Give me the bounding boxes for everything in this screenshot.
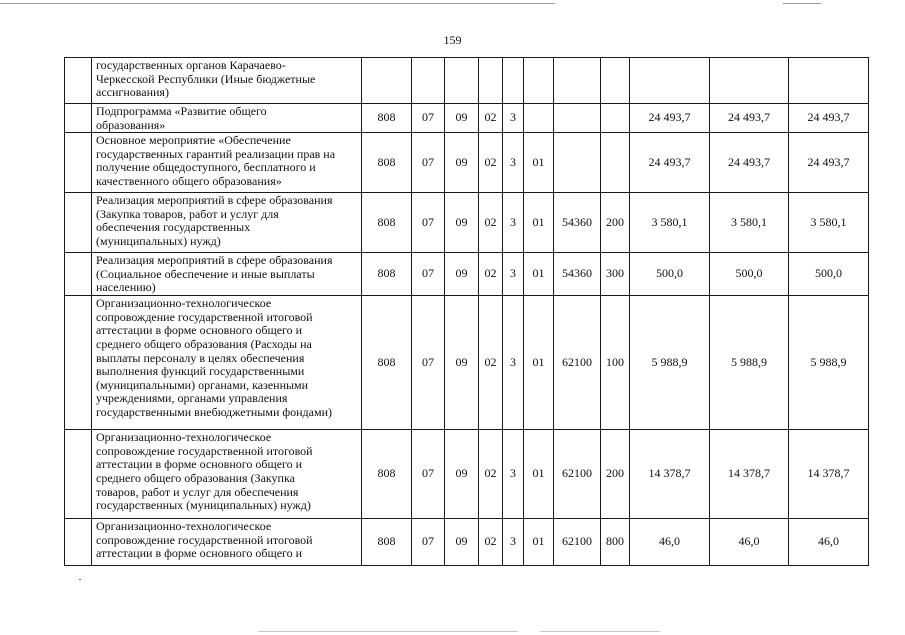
row-index-cell bbox=[65, 104, 92, 133]
row-index-cell bbox=[65, 133, 92, 193]
subsection-code: 09 bbox=[445, 519, 479, 566]
section-code: 07 bbox=[412, 519, 445, 566]
item-description bbox=[92, 193, 362, 253]
amount-2020: 46,0 bbox=[710, 519, 789, 566]
description-line: Основное мероприятие «Обеспечение bbox=[96, 133, 291, 148]
direction-code: 62100 bbox=[554, 519, 601, 566]
table-row bbox=[65, 58, 869, 104]
description-line: ассигнования) bbox=[96, 85, 169, 100]
item-description bbox=[92, 519, 362, 566]
table-row bbox=[65, 193, 869, 253]
row-index-cell bbox=[65, 58, 92, 104]
event-code: 01 bbox=[524, 253, 554, 296]
subprogram-code: 3 bbox=[503, 253, 524, 296]
description-line: среднего общего образования (Расходы на bbox=[96, 336, 312, 351]
description-line: выполнения функций государственными bbox=[96, 364, 305, 379]
subprogram-code: 3 bbox=[503, 430, 524, 519]
section-code: 07 bbox=[412, 133, 445, 193]
page-number: 159 bbox=[443, 33, 462, 47]
amount-2019: 24 493,7 bbox=[630, 133, 710, 193]
amount-2021: 5 988,9 bbox=[789, 296, 869, 430]
expense-type-code: 100 bbox=[601, 296, 630, 430]
scan-edge-line-right bbox=[783, 3, 821, 4]
program-code: 02 bbox=[479, 133, 503, 193]
amount-2019 bbox=[630, 58, 710, 104]
description-line: Реализация мероприятий в сфере образования bbox=[96, 193, 333, 208]
description-line: государственных органов Карачаево- bbox=[96, 58, 286, 72]
program-code: 02 bbox=[479, 253, 503, 296]
budget-table bbox=[64, 57, 869, 566]
description-line: Подпрограмма «Развитие общего bbox=[96, 104, 267, 118]
event-code: 01 bbox=[524, 133, 554, 193]
scan-bottom-edge-left bbox=[258, 631, 518, 632]
expense-type-code bbox=[601, 104, 630, 133]
event-code: 01 bbox=[524, 193, 554, 253]
description-line: государственных гарантий реализации прав на bbox=[96, 146, 336, 161]
program-code: 02 bbox=[479, 193, 503, 253]
description-line: выплаты персоналу в целях обеспечения bbox=[96, 350, 305, 365]
subsection-code: 09 bbox=[445, 193, 479, 253]
amount-2021: 500,0 bbox=[789, 253, 869, 296]
program-code: 02 bbox=[479, 430, 503, 519]
amount-2021: 24 493,7 bbox=[789, 104, 869, 133]
amount-2020: 14 378,7 bbox=[710, 430, 789, 519]
description-line: обеспечения государственных bbox=[96, 220, 251, 235]
description-line: сопровождение государственной итоговой bbox=[96, 532, 313, 547]
row-index-cell bbox=[65, 519, 92, 566]
amount-2020 bbox=[710, 58, 789, 104]
direction-code: 62100 bbox=[554, 296, 601, 430]
amount-2021: 24 493,7 bbox=[789, 133, 869, 193]
row-index-cell bbox=[65, 253, 92, 296]
amount-2020: 5 988,9 bbox=[710, 296, 789, 430]
amount-2019: 500,0 bbox=[630, 253, 710, 296]
table-row bbox=[65, 253, 869, 296]
subprogram-code: 3 bbox=[503, 519, 524, 566]
event-code: 01 bbox=[524, 430, 554, 519]
item-description bbox=[92, 296, 362, 430]
event-code bbox=[524, 58, 554, 104]
ministry-code: 808 bbox=[362, 430, 412, 519]
direction-code: 54360 bbox=[554, 253, 601, 296]
item-description bbox=[92, 253, 362, 296]
amount-2020: 500,0 bbox=[710, 253, 789, 296]
section-code: 07 bbox=[412, 104, 445, 133]
subprogram-code: 3 bbox=[503, 193, 524, 253]
direction-code: 62100 bbox=[554, 430, 601, 519]
table-row bbox=[65, 519, 869, 566]
program-code bbox=[479, 58, 503, 104]
amount-2019: 24 493,7 bbox=[630, 104, 710, 133]
direction-code bbox=[554, 58, 601, 104]
description-line: товаров, работ и услуг для обеспечения bbox=[96, 484, 299, 499]
amount-2021 bbox=[789, 58, 869, 104]
description-line: (муниципальных) нужд) bbox=[96, 233, 221, 248]
description-line: Черкесской Республики (Иные бюджетные bbox=[96, 71, 316, 86]
direction-code: 54360 bbox=[554, 193, 601, 253]
subprogram-code: 3 bbox=[503, 104, 524, 133]
description-line: аттестации в форме основного общего и bbox=[96, 323, 303, 338]
description-line: сопровождение государственной итоговой bbox=[96, 309, 313, 324]
amount-2019: 5 988,9 bbox=[630, 296, 710, 430]
description-line: государственными внебюджетными фондами) bbox=[96, 404, 333, 419]
event-code: 01 bbox=[524, 519, 554, 566]
description-line: (Социальное обеспечение и иные выплаты bbox=[96, 266, 315, 281]
subsection-code: 09 bbox=[445, 296, 479, 430]
description-line: аттестации в форме основного общего и bbox=[96, 457, 303, 472]
event-code bbox=[524, 104, 554, 133]
row-index-cell bbox=[65, 193, 92, 253]
description-line: (муниципальными) органами, казенными bbox=[96, 377, 309, 392]
amount-2019: 14 378,7 bbox=[630, 430, 710, 519]
description-line: Реализация мероприятий в сфере образования bbox=[96, 253, 333, 268]
scan-bottom-edge-right bbox=[540, 631, 660, 632]
subsection-code bbox=[445, 58, 479, 104]
description-line: учреждениями, органами управления bbox=[96, 391, 288, 406]
direction-code bbox=[554, 133, 601, 193]
description-line: Организационно-технологическое bbox=[96, 519, 272, 534]
program-code: 02 bbox=[479, 296, 503, 430]
row-index-cell bbox=[65, 430, 92, 519]
expense-type-code: 800 bbox=[601, 519, 630, 566]
ministry-code: 808 bbox=[362, 133, 412, 193]
event-code: 01 bbox=[524, 296, 554, 430]
table-row bbox=[65, 104, 869, 133]
row-index-cell bbox=[65, 296, 92, 430]
section-code: 07 bbox=[412, 430, 445, 519]
table-row bbox=[65, 430, 869, 519]
amount-2020: 24 493,7 bbox=[710, 133, 789, 193]
description-line: Организационно-технологическое bbox=[96, 296, 272, 311]
subprogram-code: 3 bbox=[503, 296, 524, 430]
table-row bbox=[65, 133, 869, 193]
amount-2019: 3 580,1 bbox=[630, 193, 710, 253]
expense-type-code bbox=[601, 58, 630, 104]
item-description bbox=[92, 58, 362, 104]
description-line: аттестации в форме основного общего и bbox=[96, 546, 303, 561]
description-line: среднего общего образования (Закупка bbox=[96, 470, 295, 485]
description-line: сопровождение государственной итоговой bbox=[96, 443, 313, 458]
scan-edge-line-left bbox=[0, 3, 555, 4]
description-line: (Закупка товаров, работ и услуг для bbox=[96, 206, 279, 221]
ministry-code: 808 bbox=[362, 519, 412, 566]
item-description bbox=[92, 133, 362, 193]
program-code: 02 bbox=[479, 104, 503, 133]
table-row bbox=[65, 296, 869, 430]
description-line: населению) bbox=[96, 280, 156, 295]
item-description bbox=[92, 104, 362, 133]
amount-2021: 14 378,7 bbox=[789, 430, 869, 519]
ministry-code: 808 bbox=[362, 253, 412, 296]
scan-speck bbox=[79, 579, 81, 580]
subsection-code: 09 bbox=[445, 430, 479, 519]
subsection-code: 09 bbox=[445, 133, 479, 193]
description-line: качественного общего образования» bbox=[96, 173, 282, 188]
expense-type-code bbox=[601, 133, 630, 193]
subsection-code: 09 bbox=[445, 104, 479, 133]
ministry-code: 808 bbox=[362, 296, 412, 430]
section-code: 07 bbox=[412, 253, 445, 296]
program-code: 02 bbox=[479, 519, 503, 566]
description-line: образования» bbox=[96, 117, 166, 132]
section-code: 07 bbox=[412, 296, 445, 430]
section-code bbox=[412, 58, 445, 104]
amount-2020: 24 493,7 bbox=[710, 104, 789, 133]
expense-type-code: 200 bbox=[601, 193, 630, 253]
section-code: 07 bbox=[412, 193, 445, 253]
amount-2021: 46,0 bbox=[789, 519, 869, 566]
description-line: Организационно-технологическое bbox=[96, 430, 272, 445]
amount-2019: 46,0 bbox=[630, 519, 710, 566]
ministry-code: 808 bbox=[362, 104, 412, 133]
direction-code bbox=[554, 104, 601, 133]
subsection-code: 09 bbox=[445, 253, 479, 296]
expense-type-code: 200 bbox=[601, 430, 630, 519]
ministry-code bbox=[362, 58, 412, 104]
amount-2020: 3 580,1 bbox=[710, 193, 789, 253]
expense-type-code: 300 bbox=[601, 253, 630, 296]
item-description bbox=[92, 430, 362, 519]
description-line: государственных (муниципальных) нужд) bbox=[96, 498, 311, 513]
ministry-code: 808 bbox=[362, 193, 412, 253]
description-line: получение общедоступного, бесплатного и bbox=[96, 160, 316, 175]
subprogram-code: 3 bbox=[503, 133, 524, 193]
subprogram-code bbox=[503, 58, 524, 104]
amount-2021: 3 580,1 bbox=[789, 193, 869, 253]
